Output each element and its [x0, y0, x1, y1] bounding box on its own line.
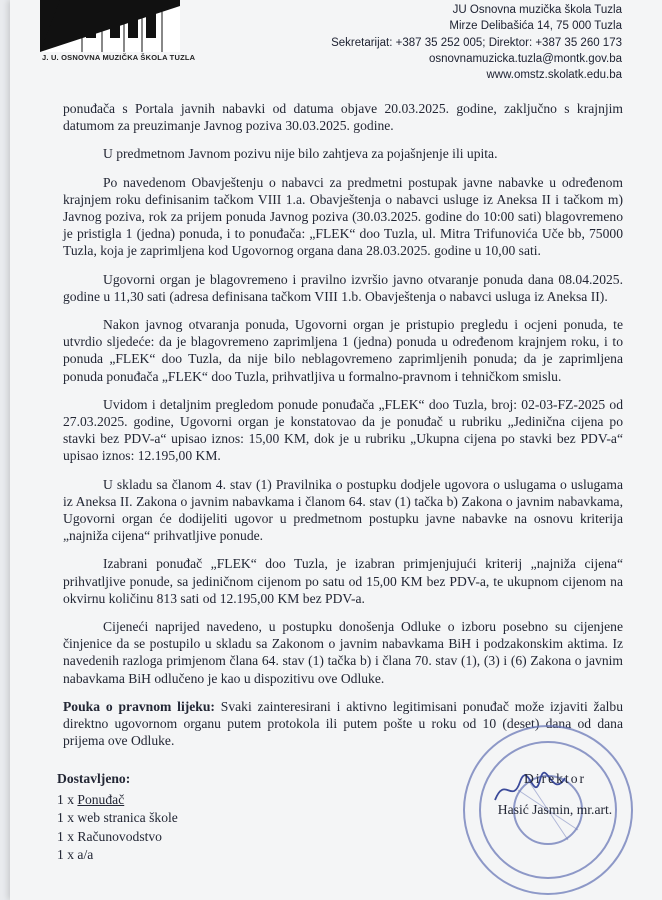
piano-logo-icon — [40, 0, 180, 56]
legal-remedy-text: Svaki zainteresirani i aktivno legitimisani ponuđač može izjaviti žalbu direktno ugovornom organu putem protokola ili putem pošte u roku od 10 (deset) dana od dana prijema ove Odluke. — [63, 698, 623, 749]
document-page — [10, 0, 662, 900]
delivery-item: 1 x Ponuđač — [57, 791, 125, 807]
logo-caption: J. U. OSNOVNA MUZIČKA ŠKOLA TUZLA — [42, 53, 196, 62]
signature-block — [480, 770, 630, 819]
header-contact-info — [262, 2, 622, 83]
paragraph-3: Po navedenom Obavještenju o nabavci za predmetni postupak javne nabavke u određenom krajnjem roku definisanim tačkom VIII 1.a. Obavještenja o nabavci usluge iz Aneksa II i tačkom m) Javnog poziva, rok za prijem ponuda Javnog poziva (30.03.2025. godine do 10:00 sati) blagovremeno je pristigla 1 (jedna) ponuda, i to ponuđača: „FLEK“ doo Tuzla, ul. Mitra Trifunovića Uče bb, 75000 Tuzla, koja je zaprimljena kod Ugovornog organa dana 28.03.2025. godine u 10,00 sati. — [63, 174, 623, 259]
header-email: osnovnamuzicka.tuzla@montk.gov.ba — [428, 52, 622, 65]
paragraph-7: U skladu sa članom 4. stav (1) Pravilnika o postupku dodjele ugovora o uslugama o uslugama iz Aneksa II. Zakona o javnim nabavkama i članom 64. stav (1) tačka b) Zakona o javnim nabavkama, Ugovorni organ će dodijeliti ugovor u predmetnom postupku javne nabavke na osnovu kriterija „najniža cijena“ prihvatljive ponude. — [63, 476, 623, 544]
signature-role: Direktor — [523, 771, 587, 786]
header-address: Mirze Delibašića 14, 75 000 Tuzla — [449, 20, 622, 33]
delivery-item: 1 x a/a — [57, 847, 94, 862]
header-website: www.omstz.skolatk.edu.ba — [486, 69, 622, 82]
paragraph-6: Uvidom i detaljnim pregledom ponude ponuđača „FLEK“ doo Tuzla, broj: 02-03-FZ-2025 od 27.03.2025. godine, Ugovorni organ je konstatovao da je ponuđač u rubriku „Jedinična cijena po stavki bez PDV-a“ upisao iznos: 15,00 KM, dok je u rubriku „Ukupna cijena po stavki bez PDV-a“ upisao iznos: 12.195,00 KM. — [63, 396, 623, 464]
paragraph-2: U predmetnom Javnom pozivu nije bilo zahtjeva za pojašnjenje ili upita. — [103, 146, 498, 162]
delivery-title: Dostavljeno: — [57, 771, 131, 786]
paragraph-9: Cijeneći naprijed navedeno, u postupku donošenja Odluke o izboru posebno su cijenjene činjenice da se postupilo u skladu sa Zakonom o javnim nabavkama BiH i podzakonskim aktima. Iz navedenih razloga primjenom člana 64. stav (1) tačka b) i člana 70. stav (1), (3) i (6) Zakona o javnim nabavkama BiH odlučeno je kao u dispozitivu ove Odluke. — [63, 619, 623, 686]
paragraph-4: Ugovorni organ je blagovremeno i pravilno izvršio javno otvaranje ponuda dana 08.04.2025. godine u 11,30 sati (adresa definisana tačkom VIII 1.b. Obavještenja o nabavci usluga iz Aneksa II). — [63, 271, 623, 304]
delivery-item: 1 x Računovodstvo — [57, 828, 162, 844]
paragraph-8: Izabrani ponuđač „FLEK“ doo Tuzla, je izabran primjenjujući kriterij „najniža cijena“ prihvatljive ponude, sa jediničnom cijenom po satu od 15,00 KM bez PDV-a, te ukupnom cijenom na okvirnu količinu 813 sati od 12.195,00 KM bez PDV-a. — [63, 556, 623, 606]
paragraph-1: ponuđača s Portala javnih nabavki od datuma objave 20.03.2025. godine, zaključno s krajnjim datumom za preuzimanje Javnog poziva 30.03.2025. godine. — [63, 101, 623, 134]
signature-name: Hasić Jasmin, mr.art. — [497, 801, 613, 817]
header-phones: Sekretarijat: +387 35 252 005; Direktor: +387 35 260 173 — [331, 36, 622, 49]
document-body — [63, 100, 623, 761]
delivery-item: 1 x web stranica škole — [57, 810, 178, 825]
header-school-name: JU Osnovna muzička škola Tuzla — [452, 4, 622, 16]
legal-remedy-title: Pouka o pravnom lijeku: — [63, 698, 215, 714]
paragraph-5: Nakon javnog otvaranja ponuda, Ugovorni organ je pristupio pregledu i ocjeni ponuda, te utvrdio sljedeće: da je blagovremeno zaprimljena 1 (jedna) ponuda u određenom krajnjem roku, i to ponuda „FLEK“ doo Tuzla, da nije bilo neblagovremeno zaprimljenih ponuda; da je zaprimljena ponuda ponuđača „FLEK“ doo Tuzla, prihvatljiva u formalno-pravnom i tehničkom smislu. — [63, 317, 623, 384]
delivery-list — [57, 770, 317, 865]
